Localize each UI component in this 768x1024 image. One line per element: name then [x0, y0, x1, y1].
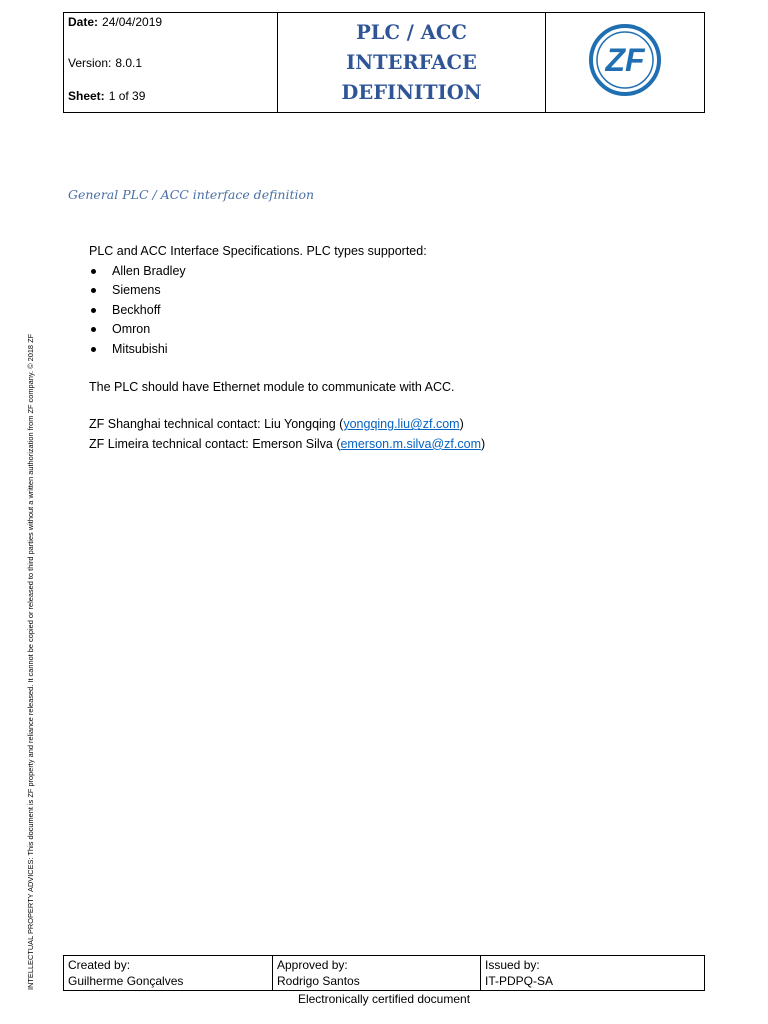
list-item: Beckhoff: [89, 301, 689, 321]
contact-suffix: ): [480, 436, 486, 451]
zf-logo: [587, 22, 663, 98]
issued-by-value: IT-PDPQ-SA: [485, 974, 554, 988]
version-value: 8.0.1: [115, 55, 143, 70]
sheet-row: [64, 79, 277, 112]
shanghai-email-link[interactable]: yongqing.liu@zf.com: [343, 417, 460, 432]
document-body: [89, 242, 689, 454]
list-item: Mitsubishi: [89, 340, 689, 360]
title-line-2: INTERFACE DEFINITION: [341, 50, 482, 104]
plc-types-list: [89, 262, 689, 360]
date-row: [64, 13, 277, 46]
approved-by-value: Rodrigo Santos: [277, 974, 360, 988]
sheet-value: 1 of 39: [108, 88, 146, 103]
logo-text: ZF: [605, 42, 645, 78]
section-subtitle: General PLC / ACC interface definition: [68, 187, 315, 202]
logo-cell: [546, 13, 705, 113]
list-item: Omron: [89, 320, 689, 340]
contact-prefix: ZF Shanghai technical contact: Liu Yongqing (: [89, 417, 344, 432]
sheet-label: Sheet:: [68, 88, 105, 103]
limeira-email-link[interactable]: emerson.m.silva@zf.com: [340, 436, 481, 451]
list-item: Siemens: [89, 281, 689, 301]
limeira-contact: [89, 435, 689, 455]
list-item: Allen Bradley: [89, 262, 689, 282]
created-by-label: Created by:: [68, 958, 131, 972]
intellectual-property-notice: INTELLECTUAL PROPERTY ADVICES: This document is ZF property and reliance released. It cannot be copied or released to third parties without a written authorization from ZF company. © 2018 ZF: [26, 333, 35, 990]
title-line-1: PLC / ACC: [356, 20, 467, 44]
version-row: [64, 46, 277, 79]
contact-prefix: ZF Limeira technical contact: Emerson Silva (: [89, 436, 341, 451]
approved-by-label: Approved by:: [277, 958, 348, 972]
approved-by-cell: [273, 956, 481, 991]
issued-by-cell: [481, 956, 705, 991]
ethernet-note: The PLC should have Ethernet module to communicate with ACC.: [89, 379, 455, 394]
date-value: 24/04/2019: [102, 15, 163, 29]
certified-note: Electronically certified document: [297, 992, 471, 1006]
issued-by-label: Issued by:: [485, 958, 540, 972]
contact-suffix: ): [459, 417, 464, 432]
created-by-value: Guilherme Gonçalves: [68, 974, 184, 988]
date-label: Date:: [68, 15, 99, 29]
approval-footer: [63, 955, 705, 991]
version-label: Version:: [68, 55, 112, 70]
intro-text: PLC and ACC Interface Specifications. PLC types supported:: [89, 244, 427, 258]
document-header: [63, 12, 705, 113]
shanghai-contact: [89, 415, 689, 435]
created-by-cell: [64, 956, 273, 991]
document-title: [278, 13, 546, 113]
header-meta: [64, 13, 278, 113]
